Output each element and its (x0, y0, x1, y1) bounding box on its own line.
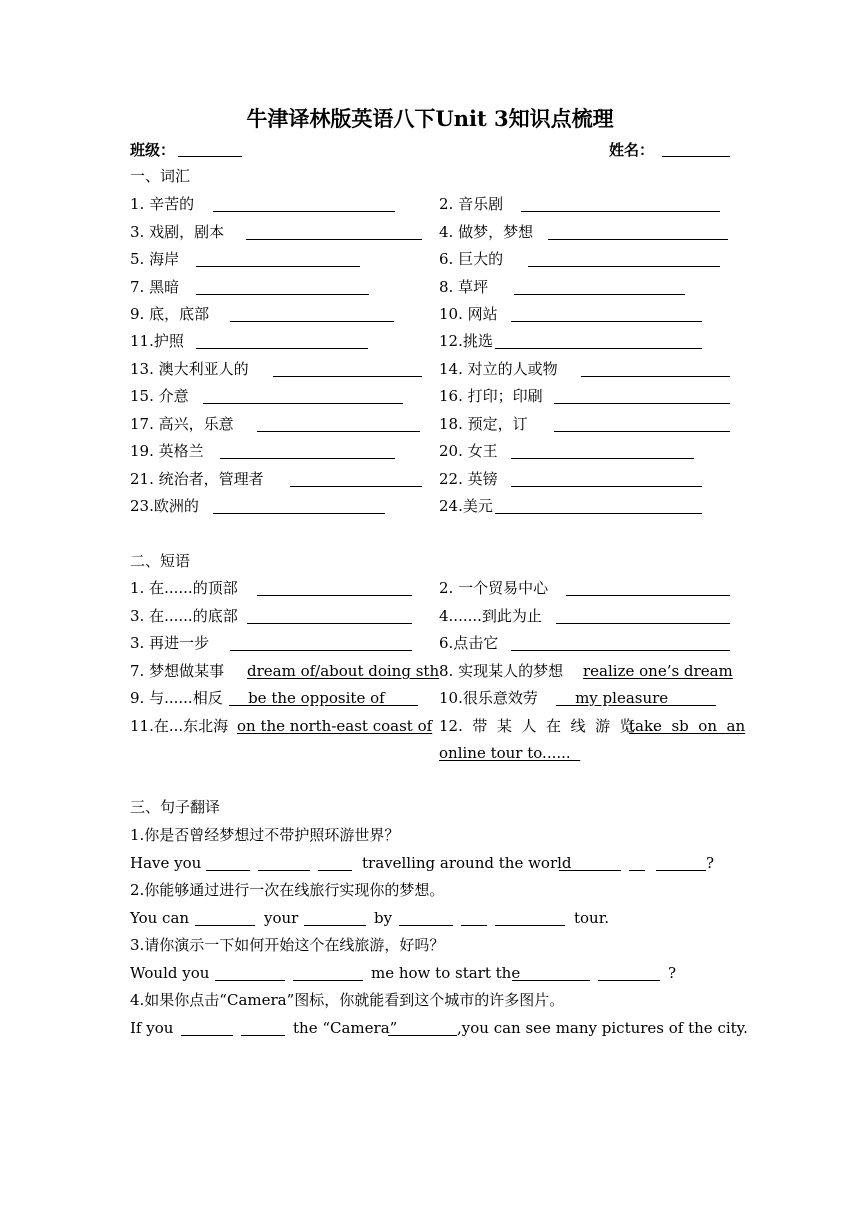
vocab-item: 6. 巨大的 (439, 250, 504, 268)
vocab-item: 8. 草坪 (439, 278, 489, 296)
vocab-blank[interactable] (521, 211, 720, 212)
phrase-item: 4.......到此为止 (439, 607, 542, 625)
translation-cn: 3.请你演示一下如何开始这个在线旅游，好吗？ (130, 936, 445, 954)
translation-blank[interactable] (512, 980, 590, 981)
translation-cn: 4.如果你点击“Camera”图标，你就能看到这个城市的许多图片。 (130, 991, 565, 1009)
vocab-blank[interactable] (196, 294, 369, 295)
translation-en-text: travelling around the world (362, 854, 572, 872)
translation-en-text: your (264, 909, 299, 927)
vocab-blank[interactable] (196, 348, 368, 349)
translation-en-text: You can (130, 909, 190, 927)
vocab-blank[interactable] (257, 431, 420, 432)
translation-blank[interactable] (293, 980, 363, 981)
class-blank[interactable] (178, 156, 242, 157)
translation-blank[interactable] (195, 925, 255, 926)
vocab-item: 1. 辛苦的 (130, 195, 195, 213)
phrase-blank[interactable] (247, 623, 412, 624)
translation-en-text: me how to start the (371, 964, 521, 982)
vocab-blank[interactable] (528, 266, 720, 267)
phrase-item: 9. 与......相反 (130, 689, 223, 707)
phrase-answer: realize one’s dream (583, 662, 733, 680)
translation-blank[interactable] (598, 980, 660, 981)
phrase-blank[interactable] (230, 650, 412, 651)
class-label: 班级： (130, 141, 176, 159)
phrase-item: 1. 在......的顶部 (130, 579, 238, 597)
vocab-blank[interactable] (213, 513, 385, 514)
translation-blank[interactable] (215, 980, 285, 981)
translation-blank[interactable] (241, 1035, 285, 1036)
vocab-item: 15. 介意 (130, 387, 189, 405)
vocab-item: 2. 音乐剧 (439, 195, 504, 213)
phrase-answer-continued: online tour to...... (439, 744, 581, 762)
phrase-item: 6.点击它 (439, 634, 499, 652)
phrase-item: 7. 梦想做某事 (130, 662, 225, 680)
translation-en-text: If you (130, 1019, 174, 1037)
vocab-heading: 一、词汇 (130, 167, 191, 185)
phrase-blank[interactable] (566, 595, 730, 596)
phrase-item: 11.在...东北海 (130, 717, 229, 735)
vocab-item: 16. 打印；印刷 (439, 387, 543, 405)
translation-en-text: Would you (130, 964, 210, 982)
translation-blank[interactable] (181, 1035, 233, 1036)
vocab-blank[interactable] (548, 239, 728, 240)
vocab-item: 13. 澳大利亚人的 (130, 360, 249, 378)
translation-blank[interactable] (258, 870, 310, 871)
translation-blank[interactable] (629, 870, 645, 871)
translation-blank[interactable] (559, 870, 621, 871)
translation-heading: 三、句子翻译 (130, 798, 221, 816)
vocab-item: 21. 统治者，管理者 (130, 470, 264, 488)
vocab-blank[interactable] (495, 513, 702, 514)
phrase-item: 3. 在......的底部 (130, 607, 238, 625)
vocab-item: 7. 黑暗 (130, 278, 180, 296)
translation-en-text: ? (706, 854, 715, 872)
phrase-answer: be the opposite of (229, 689, 419, 707)
vocab-blank[interactable] (495, 348, 702, 349)
translation-en-text: ? (668, 964, 677, 982)
vocab-item: 18. 预定，订 (439, 415, 528, 433)
phrase-blank[interactable] (511, 650, 730, 651)
phrase-item: 2. 一个贸易中心 (439, 579, 549, 597)
vocab-item: 24.美元 (439, 497, 493, 515)
translation-en-text: ,you can see many pictures of the city. (457, 1019, 748, 1037)
vocab-blank[interactable] (246, 239, 422, 240)
translation-blank[interactable] (656, 870, 706, 871)
translation-blank[interactable] (461, 925, 487, 926)
vocab-blank[interactable] (511, 458, 694, 459)
translation-blank[interactable] (318, 870, 352, 871)
vocab-blank[interactable] (581, 376, 730, 377)
phrase-item: 8. 实现某人的梦想 (439, 662, 564, 680)
vocab-item: 20. 女王 (439, 442, 498, 460)
vocab-item: 22. 英镑 (439, 470, 498, 488)
phrase-blank[interactable] (257, 595, 412, 596)
vocab-item: 5. 海岸 (130, 250, 180, 268)
vocab-blank[interactable] (213, 211, 395, 212)
phrase-answer: dream of/about doing sth (247, 662, 440, 680)
phrase-answer: take sb on an (629, 717, 746, 735)
phrases-heading: 二、短语 (130, 552, 191, 570)
vocab-blank[interactable] (203, 403, 403, 404)
vocab-item: 12.挑选 (439, 332, 493, 350)
translation-en-text: Have you (130, 854, 202, 872)
vocab-blank[interactable] (220, 458, 395, 459)
translation-blank[interactable] (495, 925, 565, 926)
vocab-blank[interactable] (196, 266, 360, 267)
vocab-blank[interactable] (290, 486, 422, 487)
vocab-item: 23.欧洲的 (130, 497, 199, 515)
vocab-item: 10. 网站 (439, 305, 498, 323)
vocab-blank[interactable] (230, 321, 394, 322)
phrase-item: 3. 再进一步 (130, 634, 210, 652)
name-label: 姓名： (609, 141, 655, 159)
vocab-item: 19. 英格兰 (130, 442, 204, 460)
translation-cn: 1.你是否曾经梦想过不带护照环游世界？ (130, 826, 400, 844)
vocab-item: 11.护照 (130, 332, 184, 350)
vocab-item: 14. 对立的人或物 (439, 360, 558, 378)
phrase-blank[interactable] (556, 623, 730, 624)
translation-en-text: by (374, 909, 393, 927)
translation-cn: 2.你能够通过进行一次在线旅行实现你的梦想。 (130, 881, 445, 899)
vocab-blank[interactable] (273, 376, 422, 377)
vocab-blank[interactable] (514, 294, 685, 295)
vocab-blank[interactable] (511, 486, 702, 487)
translation-blank[interactable] (206, 870, 250, 871)
phrase-item: 10.很乐意效劳 (439, 689, 538, 707)
translation-blank[interactable] (388, 1035, 457, 1036)
vocab-item: 9. 底，底部 (130, 305, 210, 323)
vocab-blank[interactable] (554, 431, 730, 432)
vocab-blank[interactable] (554, 403, 730, 404)
name-blank[interactable] (662, 156, 730, 157)
vocab-item: 17. 高兴，乐意 (130, 415, 234, 433)
vocab-blank[interactable] (511, 321, 702, 322)
vocab-item: 4. 做梦，梦想 (439, 223, 534, 241)
vocab-item: 3. 戏剧，剧本 (130, 223, 225, 241)
translation-blank[interactable] (304, 925, 366, 926)
translation-blank[interactable] (399, 925, 453, 926)
translation-en-text: tour. (574, 909, 610, 927)
phrase-answer: on the north-east coast of (237, 717, 433, 735)
phrase-answer: my pleasure (556, 689, 716, 707)
phrase-item: 12. 带 某 人 在 线 游 览 ... (439, 717, 659, 735)
page-title: 牛津译林版英语八下Unit 3知识点梳理 (246, 106, 614, 131)
translation-en-text: the “Camera” (293, 1019, 398, 1037)
